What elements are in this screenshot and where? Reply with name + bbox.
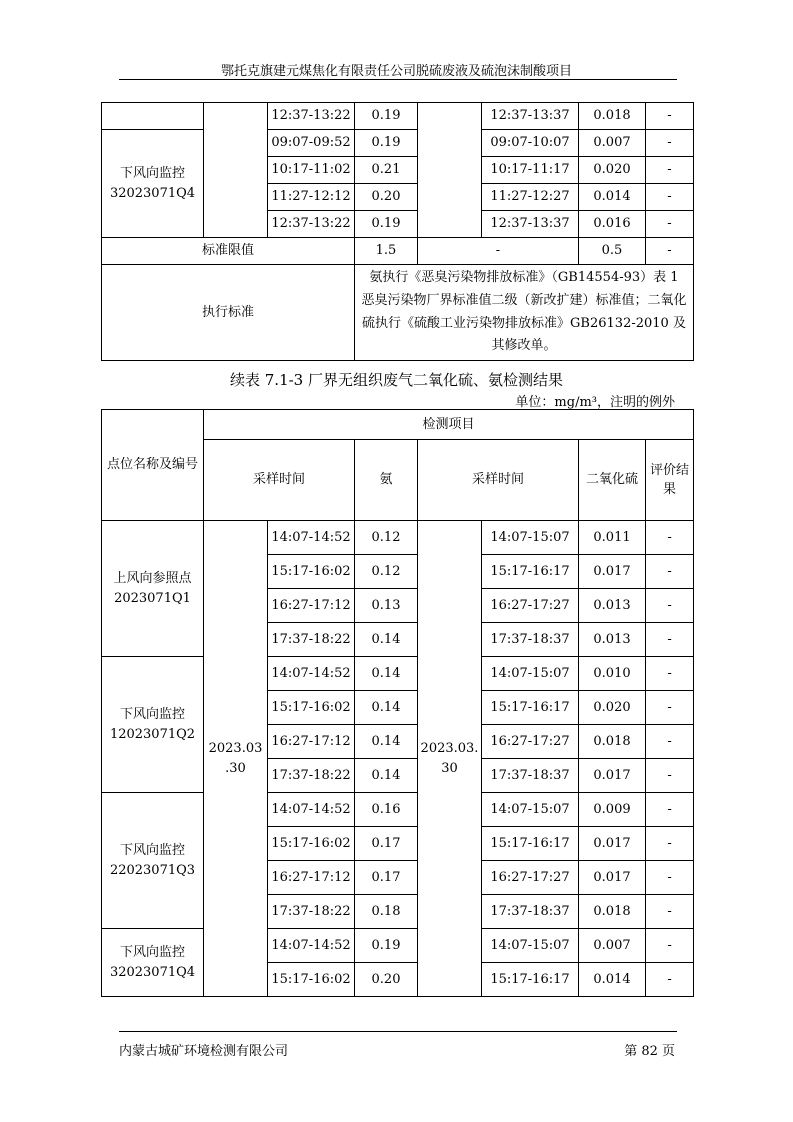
ammonia-value-cell: 0.17 xyxy=(355,827,418,861)
sampling-time-cell: 11:27-12:12 xyxy=(268,184,355,211)
execution-standard-row xyxy=(102,265,694,361)
ammonia-value-cell: 0.19 xyxy=(355,929,418,963)
sampling-time-cell: 15:17-16:17 xyxy=(482,691,579,725)
so2-value-cell: 0.020 xyxy=(579,157,646,184)
ammonia-value-cell: 0.14 xyxy=(355,725,418,759)
footer-company: 内蒙古城矿环境检测有限公司 xyxy=(119,1044,289,1059)
table-row xyxy=(102,521,694,555)
ammonia-value-cell: 0.19 xyxy=(355,130,418,157)
sampling-date-cell: 2023.03 .30 xyxy=(204,521,268,997)
table-row xyxy=(102,657,694,691)
sampling-time-cell: 10:17-11:17 xyxy=(482,157,579,184)
table-row xyxy=(102,130,694,157)
ammonia-value-cell: 0.20 xyxy=(355,963,418,997)
limit-placeholder-cell: - xyxy=(418,238,579,265)
sampling-time-cell: 17:37-18:37 xyxy=(482,759,579,793)
continued-results-table xyxy=(101,102,694,361)
eval-cell: - xyxy=(646,793,694,827)
header-evaluation: 评价结果 xyxy=(646,440,694,521)
standard-limit-label: 标准限值 xyxy=(102,238,355,265)
table-header-row xyxy=(102,410,694,440)
page-header-title: 鄂托克旗建元煤焦化有限责任公司脱硫废液及硫泡沫制酸项目 xyxy=(220,64,572,79)
so2-value-cell: 0.017 xyxy=(579,555,646,589)
results-table xyxy=(101,409,694,997)
ammonia-value-cell: 0.14 xyxy=(355,623,418,657)
so2-value-cell: 0.020 xyxy=(579,691,646,725)
header-so2: 二氧化硫 xyxy=(579,440,646,521)
point-name-cell: 下风向监控 12023071Q2 xyxy=(102,657,204,793)
eval-cell: - xyxy=(646,623,694,657)
ammonia-value-cell: 0.14 xyxy=(355,657,418,691)
eval-cell: - xyxy=(646,691,694,725)
so2-value-cell: 0.018 xyxy=(579,103,646,130)
sampling-time-cell: 17:37-18:22 xyxy=(268,759,355,793)
sampling-time-cell: 14:07-14:52 xyxy=(268,657,355,691)
header-test-items: 检测项目 xyxy=(204,410,694,440)
sampling-time-cell: 14:07-15:07 xyxy=(482,793,579,827)
so2-value-cell: 0.011 xyxy=(579,521,646,555)
ammonia-value-cell: 0.20 xyxy=(355,184,418,211)
point-name-cell: 上风向参照点 2023071Q1 xyxy=(102,521,204,657)
standard-limit-row xyxy=(102,238,694,265)
sampling-time-cell: 15:17-16:17 xyxy=(482,555,579,589)
ammonia-value-cell: 0.14 xyxy=(355,691,418,725)
sampling-time-cell: 17:37-18:37 xyxy=(482,895,579,929)
sampling-time-cell: 16:27-17:12 xyxy=(268,589,355,623)
eval-cell: - xyxy=(646,657,694,691)
so2-value-cell: 0.013 xyxy=(579,589,646,623)
sampling-time-cell: 16:27-17:27 xyxy=(482,725,579,759)
eval-cell: - xyxy=(646,827,694,861)
eval-cell: - xyxy=(646,157,694,184)
point-cell-continued xyxy=(102,103,204,130)
sampling-time-cell: 09:07-10:07 xyxy=(482,130,579,157)
eval-cell: - xyxy=(646,929,694,963)
ammonia-value-cell: 0.18 xyxy=(355,895,418,929)
sampling-time-cell: 12:37-13:37 xyxy=(482,211,579,238)
point-name-cell: 下风向监控 22023071Q3 xyxy=(102,793,204,929)
sampling-time-cell: 15:17-16:17 xyxy=(482,963,579,997)
eval-cell: - xyxy=(646,555,694,589)
eval-cell: - xyxy=(646,238,694,265)
point-name-cell: 下风向监控 32023071Q4 xyxy=(102,130,204,238)
sampling-time-cell: 17:37-18:22 xyxy=(268,623,355,657)
header-sampling-time: 采样时间 xyxy=(418,440,579,521)
table-row xyxy=(102,793,694,827)
so2-value-cell: 0.016 xyxy=(579,211,646,238)
date-cell-continued xyxy=(418,103,482,238)
so2-value-cell: 0.007 xyxy=(579,130,646,157)
sampling-time-cell: 15:17-16:02 xyxy=(268,691,355,725)
sampling-time-cell: 15:17-16:02 xyxy=(268,963,355,997)
unit-note: 单位：mg/m³，注明的例外 xyxy=(515,395,675,410)
sampling-time-cell: 16:27-17:12 xyxy=(268,861,355,895)
sampling-time-cell: 12:37-13:37 xyxy=(482,103,579,130)
eval-cell: - xyxy=(646,521,694,555)
ammonia-value-cell: 0.14 xyxy=(355,759,418,793)
table-caption: 续表 7.1-3 厂界无组织废气二氧化硫、氨检测结果 xyxy=(229,371,563,389)
eval-cell: - xyxy=(646,103,694,130)
sampling-time-cell: 11:27-12:27 xyxy=(482,184,579,211)
so2-value-cell: 0.017 xyxy=(579,827,646,861)
so2-value-cell: 0.018 xyxy=(579,725,646,759)
ammonia-value-cell: 0.12 xyxy=(355,521,418,555)
sampling-time-cell: 15:17-16:02 xyxy=(268,827,355,861)
header-ammonia: 氨 xyxy=(355,440,418,521)
sampling-time-cell: 14:07-14:52 xyxy=(268,793,355,827)
ammonia-limit-cell: 1.5 xyxy=(355,238,418,265)
sampling-time-cell: 16:27-17:27 xyxy=(482,861,579,895)
execution-standard-text: 氨执行《恶臭污染物排放标准》（GB14554-93）表 1 恶臭污染物厂界标准值二级（新改扩建）标准值；二氧化硫执行《硫酸工业污染物排放标准》GB26132-2010 及其修改单。 xyxy=(355,265,694,361)
sampling-time-cell: 09:07-09:52 xyxy=(268,130,355,157)
header-point-name: 点位名称及编号 xyxy=(102,410,204,521)
eval-cell: - xyxy=(646,861,694,895)
so2-value-cell: 0.018 xyxy=(579,895,646,929)
sampling-time-cell: 14:07-14:52 xyxy=(268,521,355,555)
sampling-time-cell: 12:37-13:22 xyxy=(268,103,355,130)
so2-value-cell: 0.014 xyxy=(579,963,646,997)
table-row xyxy=(102,103,694,130)
so2-value-cell: 0.017 xyxy=(579,759,646,793)
sampling-time-cell: 14:07-15:07 xyxy=(482,657,579,691)
eval-cell: - xyxy=(646,589,694,623)
sampling-time-cell: 12:37-13:22 xyxy=(268,211,355,238)
ammonia-value-cell: 0.19 xyxy=(355,103,418,130)
eval-cell: - xyxy=(646,895,694,929)
sampling-time-cell: 14:07-15:07 xyxy=(482,521,579,555)
ammonia-value-cell: 0.17 xyxy=(355,861,418,895)
ammonia-value-cell: 0.12 xyxy=(355,555,418,589)
sampling-time-cell: 14:07-15:07 xyxy=(482,929,579,963)
sampling-time-cell: 17:37-18:37 xyxy=(482,623,579,657)
sampling-time-cell: 16:27-17:12 xyxy=(268,725,355,759)
footer-divider xyxy=(119,1031,677,1032)
header-sampling-time: 采样时间 xyxy=(204,440,355,521)
eval-cell: - xyxy=(646,963,694,997)
so2-value-cell: 0.010 xyxy=(579,657,646,691)
eval-cell: - xyxy=(646,184,694,211)
so2-value-cell: 0.013 xyxy=(579,623,646,657)
ammonia-value-cell: 0.13 xyxy=(355,589,418,623)
eval-cell: - xyxy=(646,725,694,759)
sampling-time-cell: 14:07-14:52 xyxy=(268,929,355,963)
ammonia-value-cell: 0.16 xyxy=(355,793,418,827)
header-divider xyxy=(119,79,677,80)
sampling-time-cell: 16:27-17:27 xyxy=(482,589,579,623)
ammonia-value-cell: 0.19 xyxy=(355,211,418,238)
so2-value-cell: 0.009 xyxy=(579,793,646,827)
sampling-time-cell: 17:37-18:22 xyxy=(268,895,355,929)
so2-limit-cell: 0.5 xyxy=(579,238,646,265)
so2-value-cell: 0.017 xyxy=(579,861,646,895)
sampling-time-cell: 10:17-11:02 xyxy=(268,157,355,184)
so2-value-cell: 0.014 xyxy=(579,184,646,211)
eval-cell: - xyxy=(646,130,694,157)
sampling-time-cell: 15:17-16:02 xyxy=(268,555,355,589)
eval-cell: - xyxy=(646,759,694,793)
so2-value-cell: 0.007 xyxy=(579,929,646,963)
date-cell-continued xyxy=(204,103,268,238)
ammonia-value-cell: 0.21 xyxy=(355,157,418,184)
table-row xyxy=(102,929,694,963)
sampling-date-cell: 2023.03. 30 xyxy=(418,521,482,997)
sampling-time-cell: 15:17-16:17 xyxy=(482,827,579,861)
eval-cell: - xyxy=(646,211,694,238)
footer-page-number: 第 82 页 xyxy=(624,1044,675,1059)
point-name-cell: 下风向监控 32023071Q4 xyxy=(102,929,204,997)
execution-standard-label: 执行标准 xyxy=(102,265,355,361)
